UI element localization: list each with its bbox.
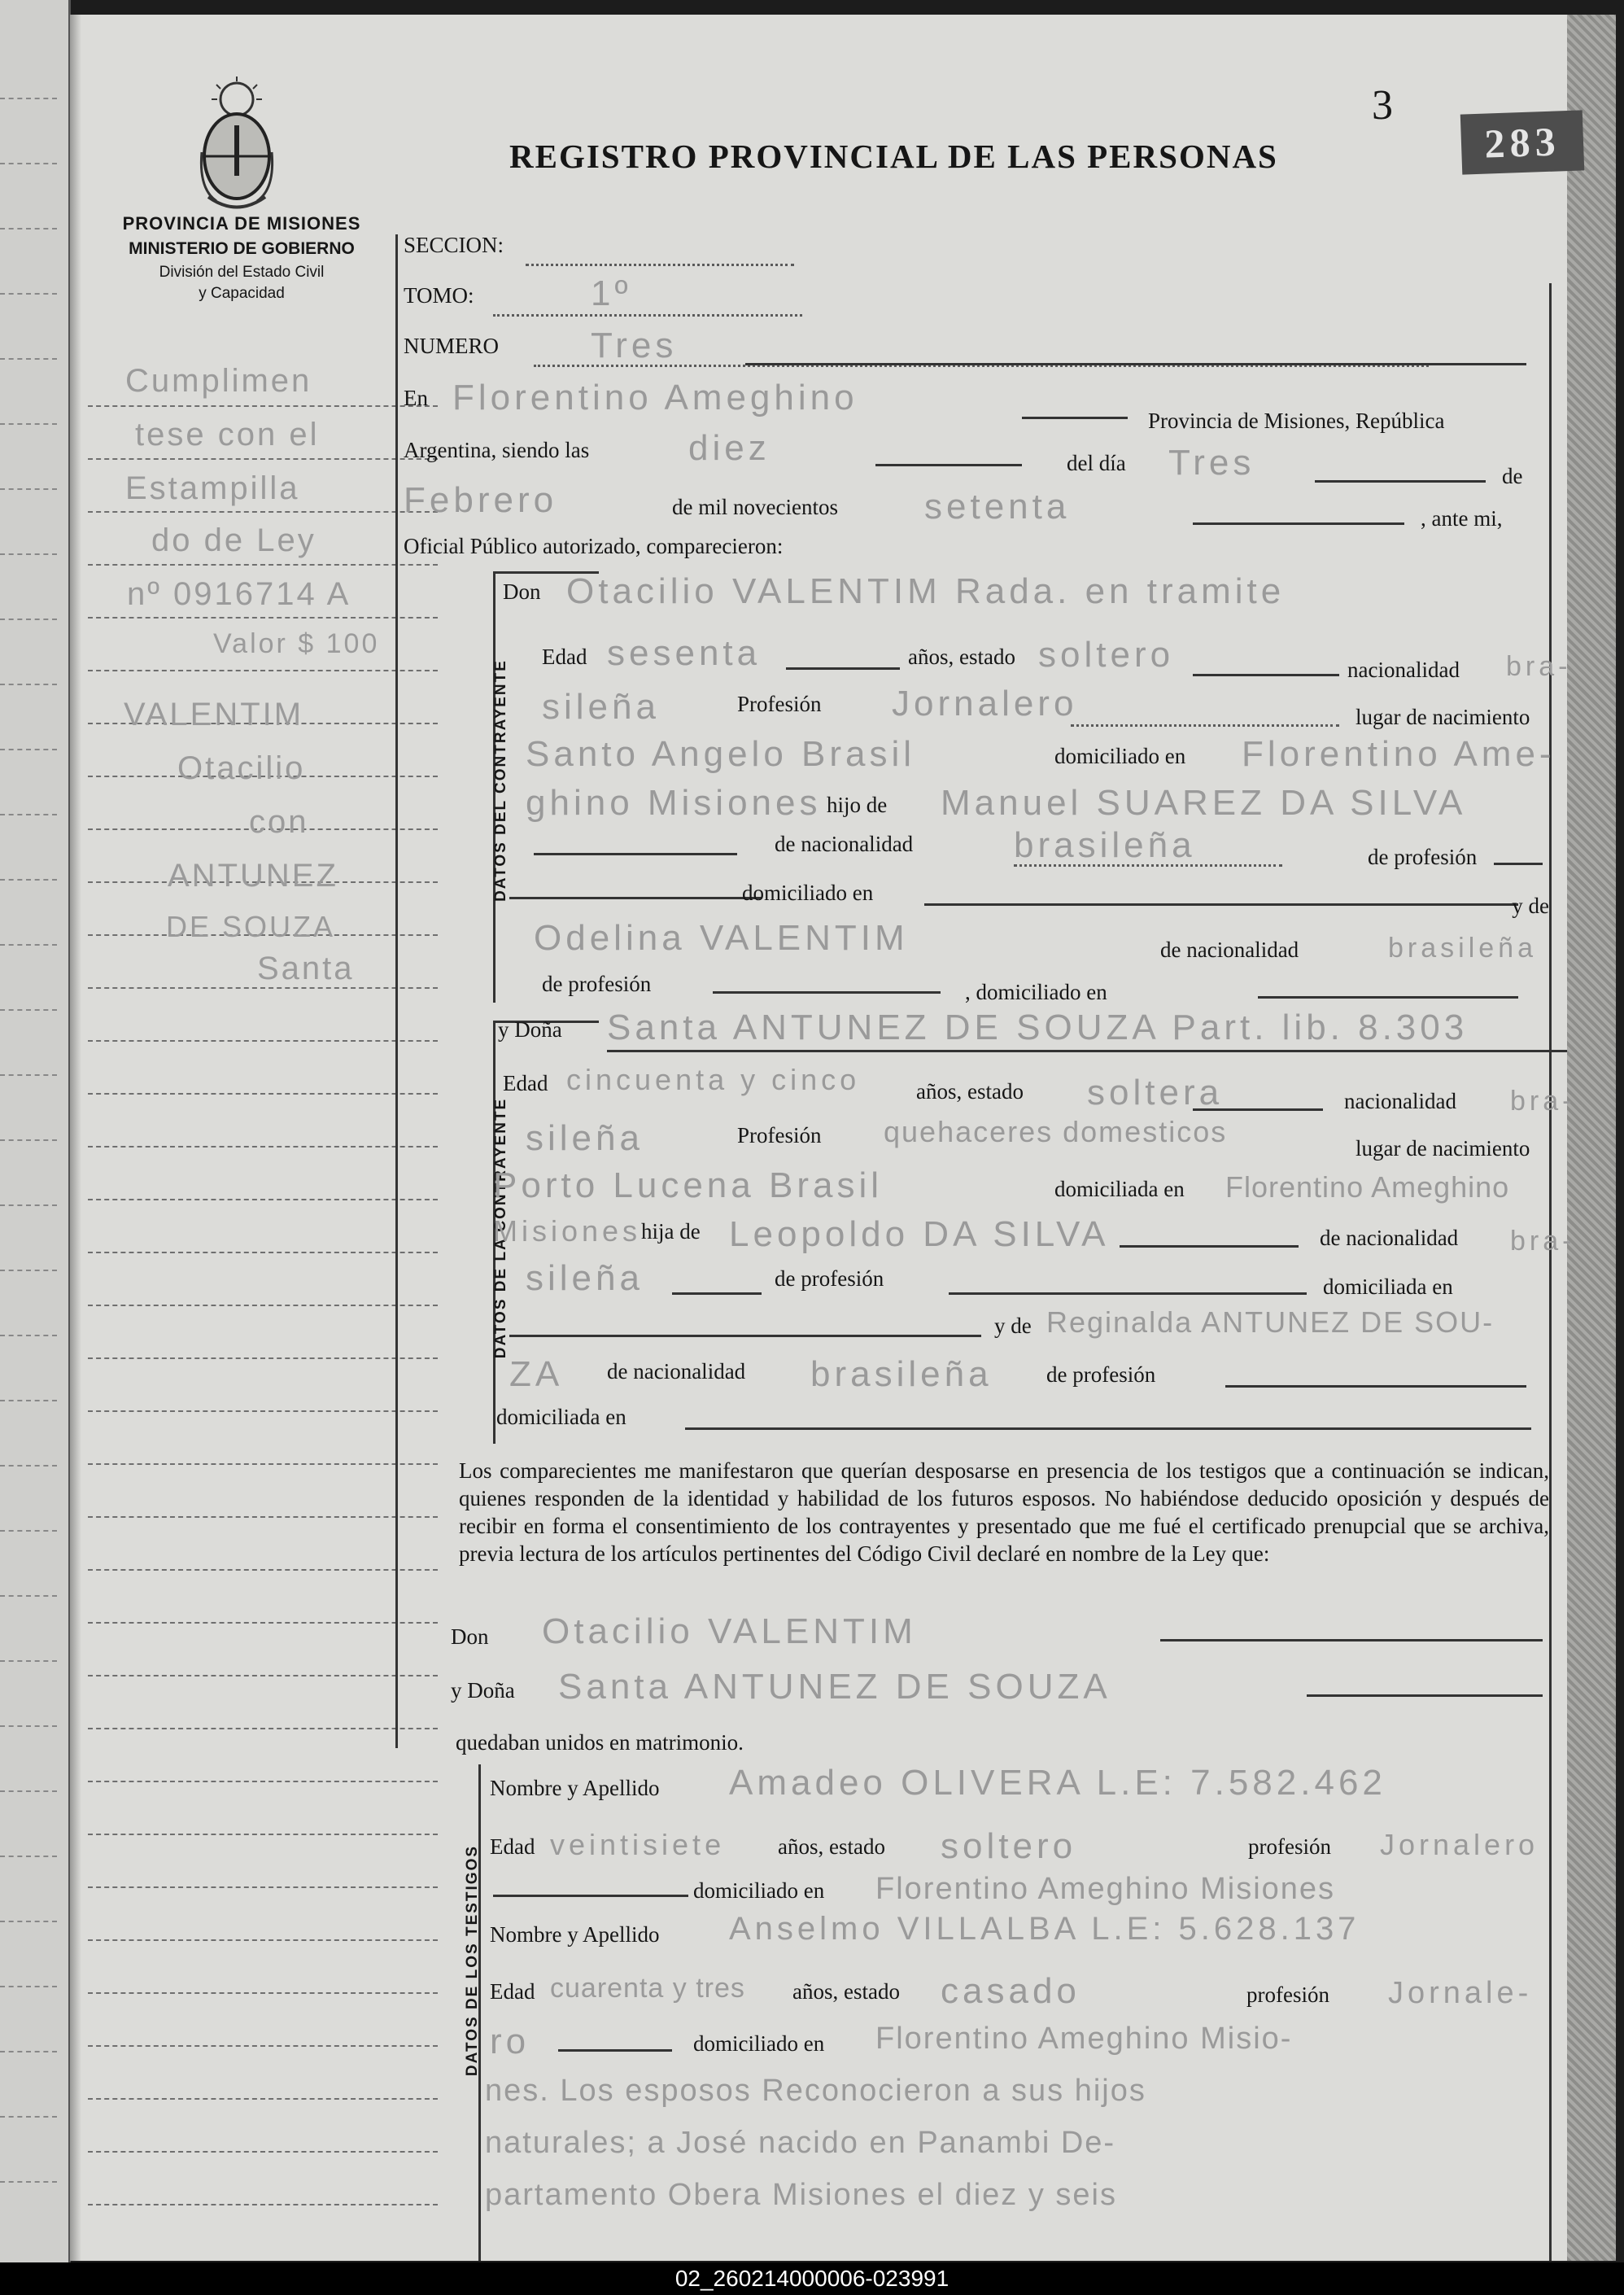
bride-de-prof2-label: de profesión (1046, 1362, 1156, 1387)
groom-name: Otacilio VALENTIM Rada. en tramite (566, 571, 1286, 611)
statement-groom-name: Otacilio VALENTIM (542, 1611, 917, 1651)
w1-status: soltero (941, 1826, 1077, 1866)
bride-edad-label: Edad (503, 1071, 548, 1095)
tomo-label: TOMO: (404, 283, 474, 308)
bride-mother-b: ZA (509, 1354, 564, 1394)
w1-edad-label: Edad (490, 1834, 535, 1859)
de-label: de (1502, 464, 1523, 488)
margin-note: Otacilio (177, 750, 306, 786)
groom-nationality-a: bra- (1506, 651, 1572, 682)
margin-note: Valor $ 100 (213, 628, 380, 659)
w2-age: cuarenta y tres (550, 1973, 745, 2004)
groom-hijo-label: hijo de (827, 793, 888, 817)
mil-label: de mil novecientos (672, 495, 838, 519)
bride-birthplace: Porto Lucena Brasil (493, 1165, 883, 1205)
bride-hija-label: hija de (641, 1219, 701, 1244)
bride-mother-nationality: brasileña (810, 1354, 993, 1394)
note-line: nes. Los esposos Reconocieron a sus hijos (485, 2074, 1146, 2108)
margin-note: tese con el (135, 417, 320, 452)
w2-profession-b: ro (490, 2022, 530, 2061)
bride-age: cincuenta y cinco (566, 1063, 861, 1096)
year-value: setenta (924, 487, 1071, 527)
bride-section-label: DATOS DE LA CONTRAYENTE (492, 1097, 509, 1359)
numero-label: NUMERO (404, 334, 500, 358)
bride-de-prof-label: de profesión (775, 1266, 884, 1291)
w2-name: Anselmo VILLALBA L.E: 5.628.137 (729, 1911, 1360, 1947)
bride-de-nac2-label: de nacionalidad (607, 1359, 746, 1384)
oficial-text: Oficial Público autorizado, comparecieron: (404, 534, 784, 558)
ante-label: , ante mi, (1421, 506, 1503, 531)
page-number: 3 (1372, 82, 1393, 129)
groom-mother-nationality: brasileña (1388, 933, 1537, 964)
book-spine-shadow (70, 15, 81, 2261)
gov-division: División del Estado Civil (159, 264, 325, 281)
groom-de-nac-label: de nacionalidad (775, 832, 914, 856)
gov-ministry: MINISTERIO DE GOBIERNO (129, 239, 355, 258)
w2-nombre-label: Nombre y Apellido (490, 1922, 660, 1947)
bride-de-nac-label: de nacionalidad (1320, 1226, 1459, 1250)
bride-domicile-a: Florentino Ameghino (1225, 1170, 1510, 1204)
seccion-label: SECCION: (404, 233, 504, 257)
groom-de-nac2-label: de nacionalidad (1160, 938, 1299, 962)
numero-value: Tres (591, 326, 678, 365)
note-line: naturales; a José nacido en Panambi De- (485, 2126, 1116, 2160)
statement-don-label: Don (451, 1624, 489, 1649)
bride-dona-label: y Doña (498, 1017, 562, 1042)
government-header (107, 213, 376, 303)
bride-nac-label: nacionalidad (1344, 1089, 1456, 1113)
w2-domic-label: domiciliado en (693, 2031, 825, 2056)
w2-domicile: Florentino Ameghino Misio- (875, 2022, 1293, 2056)
groom-mother: Odelina VALENTIM (534, 918, 909, 958)
bride-status: soltera (1087, 1073, 1224, 1113)
w1-nombre-label: Nombre y Apellido (490, 1776, 660, 1800)
groom-profesion-label: Profesión (737, 692, 822, 716)
w2-profession-a: Jornale- (1388, 1976, 1533, 2010)
bride-nationality-a: bra- (1510, 1086, 1576, 1117)
w1-profesion-label: profesión (1248, 1834, 1331, 1859)
bride-mother-a: Reginalda ANTUNEZ DE SOU- (1046, 1305, 1495, 1339)
image-id-footer: 02_260214000006-023991 (0, 2262, 1624, 2295)
groom-edad-label: Edad (542, 645, 587, 669)
groom-yde-label: y de (1512, 894, 1549, 918)
groom-lugar-label: lugar de nacimiento (1356, 705, 1530, 729)
groom-domicile-b: ghino Misiones (526, 783, 822, 823)
w2-profesion-label: profesión (1246, 1982, 1329, 2007)
margin-note: Santa (257, 951, 355, 986)
statement-closing: quedaban unidos en matrimonio. (456, 1730, 744, 1755)
gov-capacity: y Capacidad (199, 285, 285, 302)
register-title: REGISTRO PROVINCIAL DE LAS PERSONAS (509, 138, 1278, 175)
groom-de-prof2-label: de profesión (542, 972, 652, 996)
bride-domic2-label: domiciliada en (1323, 1274, 1453, 1299)
margin-note: Estampilla (125, 470, 300, 506)
w1-name: Amadeo OLIVERA L.E: 7.582.462 (729, 1763, 1386, 1803)
w1-age: veintisiete (550, 1828, 726, 1861)
gov-province: PROVINCIA DE MISIONES (122, 213, 361, 234)
bride-lugar-label: lugar de nacimiento (1356, 1136, 1530, 1161)
groom-domic2-label: domiciliado en (742, 881, 874, 905)
argentina-text: Argentina, siendo las (404, 438, 590, 462)
form-right-rule (1549, 283, 1552, 2261)
bride-name: Santa ANTUNEZ DE SOUZA Part. lib. 8.303 (607, 1008, 1469, 1047)
bride-father-nat-b: sileña (526, 1258, 644, 1298)
groom-birthplace: Santo Angelo Brasil (526, 734, 916, 774)
w2-edad-label: Edad (490, 1979, 535, 2004)
en-label: En (404, 386, 428, 410)
month-value: Febrero (404, 480, 558, 520)
folio-stamp: 283 (1460, 110, 1584, 174)
statement-bride-name: Santa ANTUNEZ DE SOUZA (558, 1667, 1111, 1707)
groom-don-label: Don (503, 579, 541, 604)
margin-note: nº 0916714 A (127, 576, 351, 612)
day-value: Tres (1168, 443, 1255, 483)
coat-of-arms-icon (192, 75, 282, 213)
bride-domicile-b: Misiones (493, 1214, 642, 1248)
bride-domic-label: domiciliada en (1054, 1177, 1185, 1201)
margin-note: DE SOUZA (166, 910, 336, 943)
groom-anos-label: años, estado (908, 645, 1015, 669)
w2-anos-label: años, estado (792, 1979, 900, 2004)
marriage-statement: Los comparecientes me manifestaron que querían desposarse en presencia de los testigos que a continuación se indican, quienes responden de la identidad y habilidad de los futuros esposos. No habiéndose deducido oposición y después de recibir en forma el consentimiento de los contrayentes y presentado que me fué el certificado prenupcial que se archiva, previa lectura de los artículos pertinentes del Código Civil declaré en nombre de la Ley que: (459, 1458, 1549, 1566)
groom-profession: Jornalero (892, 684, 1078, 723)
register-page (70, 15, 1616, 2261)
w1-domicile: Florentino Ameghino Misiones (875, 1872, 1336, 1906)
previous-page-edge (0, 0, 71, 2262)
w2-status: casado (941, 1971, 1080, 2011)
tomo-value: 1º (591, 273, 632, 313)
bride-profesion-label: Profesión (737, 1123, 822, 1148)
w1-anos-label: años, estado (778, 1834, 885, 1859)
hour-value: diez (688, 428, 771, 468)
groom-father: Manuel SUAREZ DA SILVA (941, 783, 1467, 823)
groom-domicile-a: Florentino Ame- (1242, 734, 1556, 774)
del-dia-label: del día (1067, 451, 1126, 475)
bride-father-nat-a: bra- (1510, 1226, 1576, 1257)
margin-note: VALENTIM (124, 697, 304, 732)
bride-domic3-label: domiciliada en (496, 1405, 626, 1429)
groom-domic-label: domiciliado en (1054, 744, 1186, 768)
bride-profession: quehaceres domesticos (884, 1115, 1228, 1148)
groom-father-nationality: brasileña (1014, 825, 1196, 865)
witnesses-section-label: DATOS DE LOS TESTIGOS (464, 1844, 481, 2077)
note-line: partamento Obera Misiones el diez y seis (485, 2178, 1117, 2212)
groom-domic3-label: , domiciliado en (965, 980, 1107, 1004)
margin-note: Cumplimen (125, 363, 312, 399)
groom-nac-label: nacionalidad (1347, 658, 1460, 682)
margin-note: ANTUNEZ (168, 858, 338, 894)
w1-domic-label: domiciliado en (693, 1878, 825, 1903)
groom-status: soltero (1038, 635, 1175, 675)
bride-father: Leopoldo DA SILVA (729, 1214, 1110, 1254)
place-value: Florentino Ameghino (452, 378, 858, 417)
bride-anos-label: años, estado (916, 1079, 1024, 1104)
province-text: Provincia de Misiones, República (1148, 409, 1445, 433)
groom-section-label: DATOS DEL CONTRAYENTE (492, 659, 509, 902)
bride-nationality-b: sileña (526, 1118, 644, 1158)
margin-note: con (249, 804, 309, 840)
groom-de-prof-label: de profesión (1368, 845, 1478, 869)
w1-profession: Jornalero (1380, 1828, 1539, 1861)
groom-nationality-b: sileña (542, 687, 660, 727)
book-cover-edge (1567, 15, 1616, 2261)
groom-age: sesenta (607, 633, 762, 673)
statement-dona-label: y Doña (451, 1678, 515, 1703)
form-left-rule (395, 234, 398, 1748)
margin-note: do de Ley (151, 522, 317, 558)
bride-yde-label: y de (994, 1314, 1032, 1338)
